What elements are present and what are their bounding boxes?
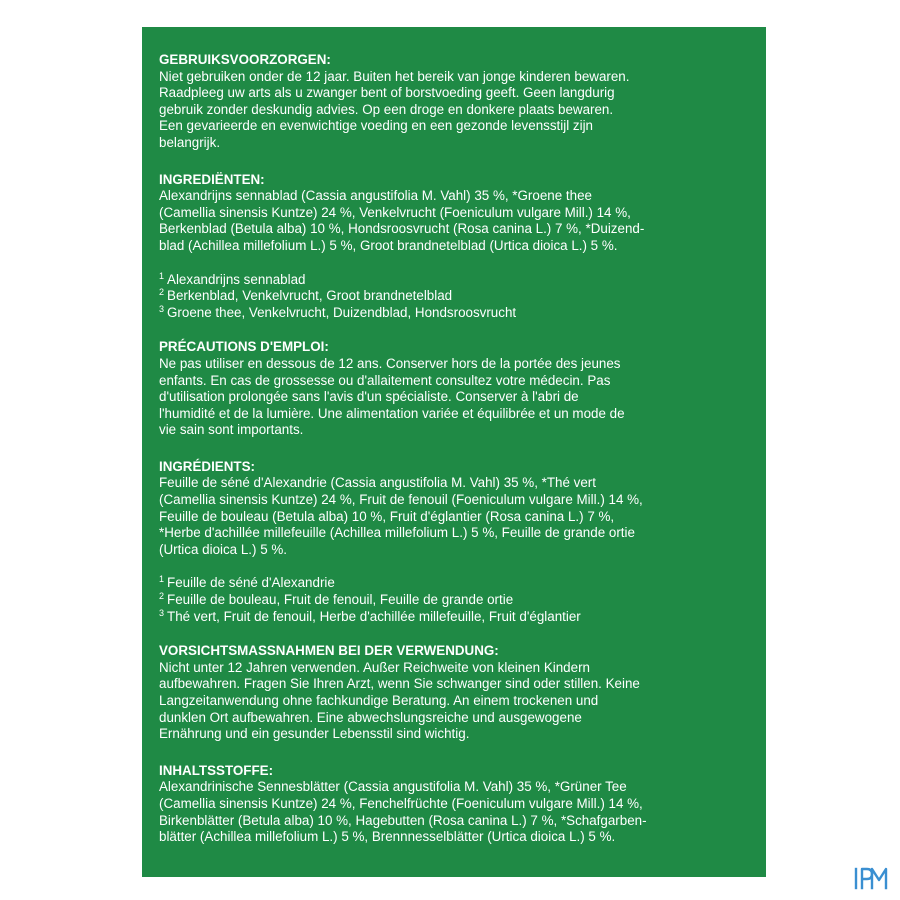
de-warnings-heading: VORSICHTSMASSNAHMEN BEI DER VERWENDUNG: (159, 643, 499, 659)
fr-footnotes (159, 575, 766, 625)
de-ingredients-line: Alexandrinische Sennesblätter (Cassia angustifolia M. Vahl) 35 %, *Grüner Tee (159, 779, 627, 795)
nl-ingredients-line: Alexandrijns sennablad (Cassia angustifolia M. Vahl) 35 %, *Groene thee (159, 188, 592, 204)
fr-ingredients-heading: INGRÉDIENTS: (159, 458, 255, 474)
de-ingredients-line: blätter (Achillea millefolium L.) 5 %, Brennnesselblätter (Urtica dioica L.) 5 %. (159, 829, 616, 845)
footnote-text: Alexandrijns sennablad (167, 271, 306, 287)
nl-ingredients-line: (Camellia sinensis Kuntze) 24 %, Venkelvrucht (Foeniculum vulgare Mill.) 14 %, (159, 204, 631, 220)
fr-footnote (159, 575, 766, 592)
fr-ingredients-line: Feuille de séné d'Alexandrie (Cassia angustifolia M. Vahl) 35 %, *Thé vert (159, 475, 596, 491)
footnote-text: Feuille de bouleau, Fruit de fenouil, Feuille de grande ortie (167, 592, 514, 608)
footnote-number: 3 (159, 607, 165, 618)
footnote-number: 3 (159, 303, 165, 314)
fr-warnings-line: l'humidité et de la lumière. Une alimentation variée et équilibrée et un mode de (159, 405, 625, 421)
fr-warnings-line: d'utilisation prolongée sans l'avis d'un spécialiste. Conserver à l'abri de (159, 389, 579, 405)
de-ingredients-section (159, 763, 766, 846)
fr-ingredients-line: (Urtica dioica L.) 5 %. (159, 541, 287, 557)
fr-footnote (159, 592, 766, 609)
footnote-text: Groene thee, Venkelvrucht, Duizendblad, Hondsroosvrucht (167, 304, 517, 320)
nl-footnote (159, 272, 766, 289)
nl-footnote (159, 288, 766, 305)
nl-ingredients-line: Berkenblad (Betula alba) 10 %, Hondsroosvrucht (Rosa canina L.) 7 %, *Duizend- (159, 221, 645, 237)
fr-warnings-line: enfants. En cas de grossesse ou d'allaitement consultez votre médecin. Pas (159, 372, 611, 388)
fr-warnings-line: vie sain sont importants. (159, 422, 304, 438)
footnote-text: Thé vert, Fruit de fenouil, Herbe d'achillée millefeuille, Fruit d'églantier (167, 608, 581, 624)
fr-ingredients-line: (Camellia sinensis Kuntze) 24 %, Fruit de fenouil (Foeniculum vulgare Mill.) 14 %, (159, 492, 643, 508)
nl-warnings-line: Raadpleeg uw arts als u zwanger bent of borstvoeding geeft. Geen langdurig (159, 85, 615, 101)
fr-footnote (159, 609, 766, 626)
footnote-number: 1 (159, 574, 165, 585)
de-warnings-line: aufbewahren. Fragen Sie Ihren Arzt, wenn Sie schwanger sind oder stillen. Keine (159, 676, 640, 692)
nl-footnote (159, 305, 766, 322)
fr-warnings-line: Ne pas utiliser en dessous de 12 ans. Conserver hors de la portée des jeunes (159, 355, 621, 371)
nl-ingredients-heading: INGREDIËNTEN: (159, 171, 265, 187)
de-warnings-line: Nicht unter 12 Jahren verwenden. Außer Reichweite von kleinen Kindern (159, 659, 590, 675)
de-warnings-line: dunklen Ort aufbewahren. Eine abwechslungsreiche und ausgewogene (159, 709, 582, 725)
nl-warnings-section (159, 52, 766, 152)
fr-ingredients-section (159, 459, 766, 559)
footnote-number: 2 (159, 287, 165, 298)
footnote-text: Berkenblad, Venkelvrucht, Groot brandnetelblad (167, 288, 453, 304)
nl-warnings-line: Een gevarieerde en evenwichtige voeding en een gezonde levensstijl zijn (159, 118, 593, 134)
footnote-number: 1 (159, 270, 165, 281)
de-warnings-line: Ernährung und ein gesunder Lebensstil sind wichtig. (159, 726, 470, 742)
nl-warnings-line: Niet gebruiken onder de 12 jaar. Buiten het bereik van jonge kinderen bewaren. (159, 68, 630, 84)
ipm-logo-icon (853, 865, 889, 891)
footnote-number: 2 (159, 591, 165, 602)
de-ingredients-line: Birkenblätter (Betula alba) 10 %, Hagebutten (Rosa canina L.) 7 %, *Schafgarben- (159, 812, 647, 828)
de-warnings-line: Langzeitanwendung ohne fachkundige Beratung. An einem trockenen und (159, 693, 599, 708)
fr-warnings-heading: PRÉCAUTIONS D'EMPLOI: (159, 339, 329, 355)
nl-warnings-line: belangrijk. (159, 134, 221, 150)
footnote-text: Feuille de séné d'Alexandrie (167, 575, 335, 591)
nl-ingredients-line: blad (Achillea millefolium L.) 5 %, Groot brandnetelblad (Urtica dioica L.) 5 %. (159, 237, 618, 253)
de-ingredients-heading: INHALTSSTOFFE: (159, 762, 274, 778)
nl-footnotes (159, 272, 766, 322)
de-ingredients-line: (Camellia sinensis Kuntze) 24 %, Fenchelfrüchte (Foeniculum vulgare Mill.) 14 %, (159, 795, 643, 811)
de-warnings-section (159, 643, 766, 743)
fr-ingredients-line: Feuille de bouleau (Betula alba) 10 %, Fruit d'églantier (Rosa canina L.) 7 %, (159, 508, 615, 524)
nl-warnings-line: gebruik zonder deskundig advies. Op een droge en donkere plaats bewaren. (159, 101, 614, 117)
nl-warnings-heading: GEBRUIKSVOORZORGEN: (159, 52, 331, 67)
fr-warnings-section (159, 339, 766, 439)
label-panel (142, 27, 766, 877)
fr-ingredients-line: *Herbe d'achillée millefeuille (Achillea millefolium L.) 5 %, Feuille de grande ortie (159, 525, 635, 541)
nl-ingredients-section (159, 172, 766, 255)
